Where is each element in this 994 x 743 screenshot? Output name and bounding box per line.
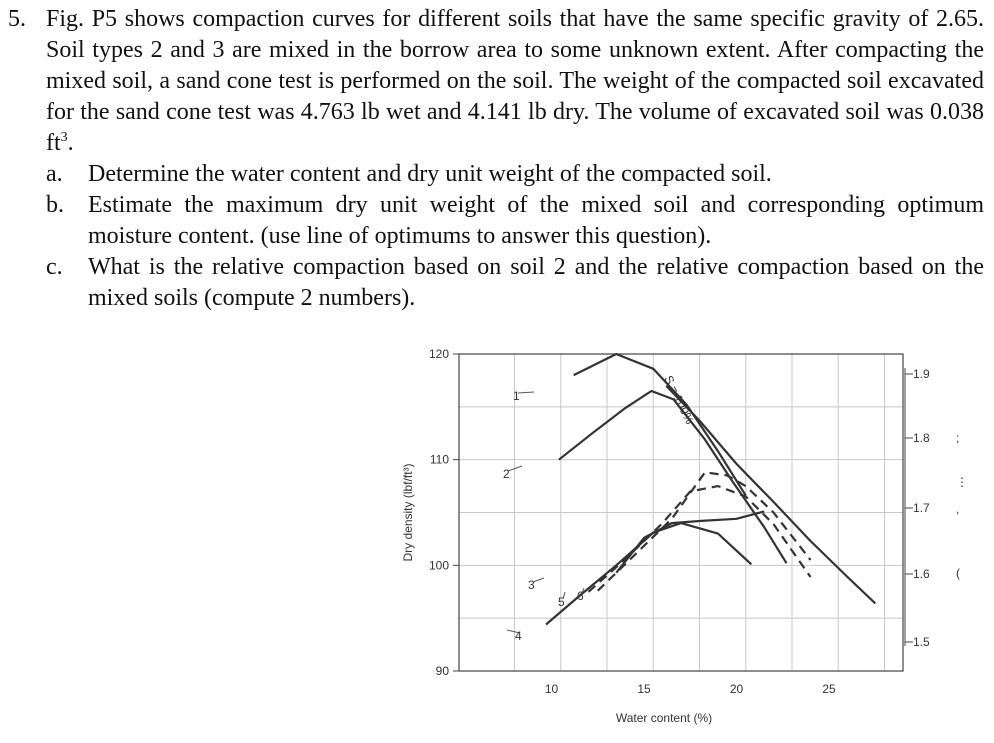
- right-axis-label: 1.5: [913, 635, 930, 649]
- x-axis-label: Water content (%): [615, 711, 713, 725]
- item-c: c. What is the relative compaction based on soil 2 and the relative compaction based on the mixed soils (compute 2 numbers).: [46, 254, 984, 311]
- y-tick-label: 120: [428, 347, 449, 361]
- x-tick-label: 20: [729, 682, 744, 696]
- right-axis-label: 1.6: [913, 567, 930, 581]
- problem-intro: Fig. P5 shows compaction curves for different soils that have the same specific gravity of 2.65. Soil types 2 and 3 are mixed in the borrow area to some unknown extent. After compacting the mixed soil, a sand cone test is performed on the soil. The weight of the compacted soil excavated for the sand cone test was 4.763 lb wet and 4.141 lb dry. The volume of excavated soil was 0.038 $ft^3$.: [46, 6, 984, 156]
- compaction-curve-2: [559, 391, 787, 563]
- right-axis-label: 1.7: [913, 501, 930, 515]
- curve-label: 1: [513, 389, 520, 403]
- x-tick-label: 25: [822, 682, 836, 696]
- saturation-label: S = 100%: [661, 373, 697, 427]
- curve-label-leader: [518, 392, 534, 393]
- curve-label: 2: [503, 467, 510, 481]
- margin-mark: ,: [956, 502, 960, 516]
- curve-label: 5: [558, 595, 565, 609]
- curve-label: 6: [577, 589, 584, 603]
- item-b: b. Estimate the maximum dry unit weight of the mixed soil and corresponding optimum moisture content. (use line of optimums to answer this question).: [46, 192, 984, 249]
- compaction-curve-6: [598, 472, 811, 590]
- compaction-curve-4: [546, 523, 751, 624]
- margin-mark: ;: [956, 431, 960, 445]
- compaction-curve-3: [616, 511, 764, 572]
- y-tick-label: 90: [435, 664, 449, 678]
- margin-mark: (: [956, 566, 960, 580]
- y-tick-label: 110: [429, 452, 449, 467]
- compaction-curve-1: [574, 354, 746, 496]
- x-tick-label: 10: [544, 682, 559, 696]
- y-tick-label: 100: [428, 558, 449, 573]
- item-a: a. Determine the water content and dry unit weight of the compacted soil.: [46, 161, 772, 187]
- saturation-line: [666, 386, 875, 604]
- y-axis-label: Dry density (lbf/ft³): [401, 463, 415, 562]
- curve-label: 3: [528, 578, 535, 592]
- right-axis-label: 1.9: [913, 367, 930, 381]
- right-axis-label: 1.8: [913, 431, 930, 445]
- margin-mark: ⋮: [956, 475, 968, 489]
- x-tick-label: 15: [637, 682, 651, 696]
- curve-label: 4: [515, 629, 522, 643]
- problem-number: 5.: [8, 6, 26, 32]
